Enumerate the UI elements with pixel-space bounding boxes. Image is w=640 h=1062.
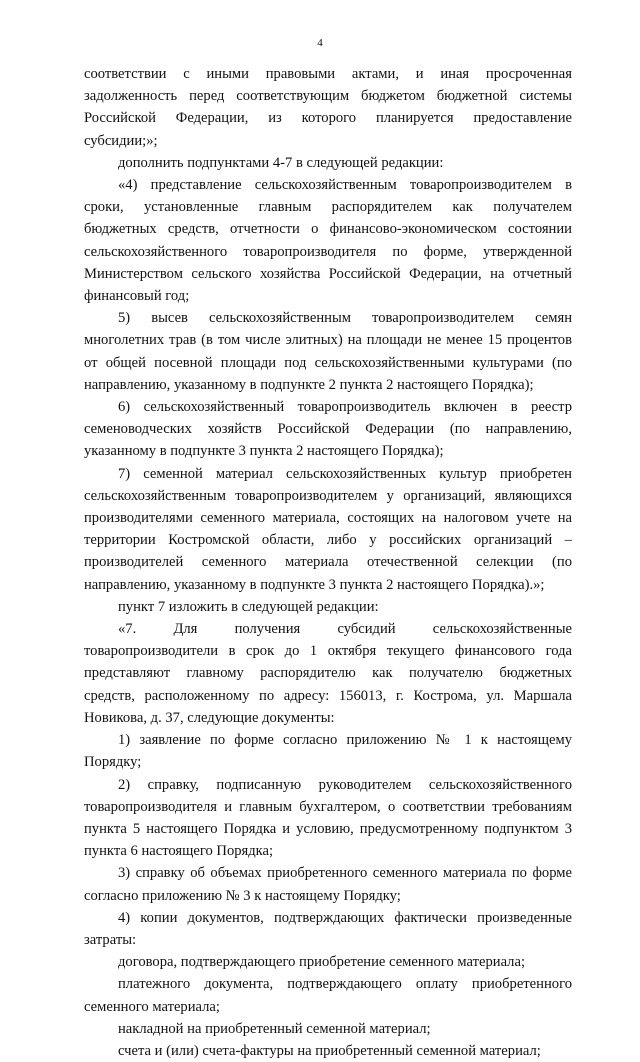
text-line: многолетних трав (в том числе элитных) на площади не менее 15 процентов bbox=[84, 332, 572, 349]
text-line: платежного документа, подтверждающего оплату приобретенного bbox=[118, 976, 572, 993]
text-line: субсидии;»; bbox=[84, 132, 158, 149]
text-line: Порядку; bbox=[84, 754, 142, 771]
text-line: направлению, указанному в подпункте 2 пункта 2 настоящего Порядка); bbox=[84, 376, 534, 393]
text-line: указанному в подпункте 3 пункта 2 настоящего Порядка); bbox=[84, 443, 444, 460]
text-line: 6) сельскохозяйственный товаропроизводитель включен в реестр bbox=[118, 399, 572, 416]
text-line: 2) справку, подписанную руководителем сельскохозяйственного bbox=[118, 776, 572, 793]
text-line: направлению, указанному в подпункте 3 пункта 2 настоящего Порядка).»; bbox=[84, 576, 545, 593]
text-line: производителями семенного материала, состоящих на налоговом учете на bbox=[84, 510, 572, 527]
text-line: 7) семенной материал сельскохозяйственных культур приобретен bbox=[118, 465, 572, 482]
text-line: затраты: bbox=[84, 931, 137, 948]
text-line: товаропроизводителя и главным бухгалтером, о соответствии требованиям bbox=[84, 798, 572, 815]
text-line: «4) представление сельскохозяйственным товаропроизводителем в bbox=[118, 177, 572, 194]
text-line: сроки, установленные главным распорядителем как получателем bbox=[84, 199, 572, 216]
text-line: семеноводческих хозяйств Российской Федерации (по направлению, bbox=[84, 421, 572, 438]
text-line: накладной на приобретенный семенной материал; bbox=[118, 1020, 431, 1037]
text-line: Российской Федерации, из которого планируется предоставление bbox=[84, 110, 572, 127]
text-line: Новикова, д. 37, следующие документы: bbox=[84, 709, 335, 726]
text-line: договора, подтверждающего приобретение семенного материала; bbox=[118, 954, 525, 971]
text-line: от общей посевной площади под сельскохозяйственными культурами (по bbox=[84, 354, 572, 371]
text-line: производителей семенного материала отечественной селекции (по bbox=[84, 554, 572, 571]
text-line: пункта 5 настоящего Порядка и условию, предусмотренному подпунктом 3 bbox=[84, 820, 572, 837]
text-line: сельскохозяйственным товаропроизводителем у организаций, являющихся bbox=[84, 487, 572, 504]
text-line: 3) справку об объемах приобретенного семенного материала по форме bbox=[118, 865, 572, 882]
text-line: пункта 6 настоящего Порядка; bbox=[84, 843, 274, 860]
text-line: территории Костромской области, либо у российских организаций – bbox=[84, 532, 572, 549]
text-line: дополнить подпунктами 4-7 в следующей редакции: bbox=[118, 154, 444, 171]
text-line: бюджетных средств, отчетности о финансово-экономическом состоянии bbox=[84, 221, 572, 238]
text-line: пункт 7 изложить в следующей редакции: bbox=[118, 598, 379, 615]
text-line: «7. Для получения субсидий сельскохозяйственные bbox=[118, 621, 572, 638]
text-line: задолженность перед соответствующим бюджетом бюджетной системы bbox=[84, 88, 572, 105]
text-line: представляют главному распорядителю как получателю бюджетных bbox=[84, 665, 572, 682]
text-line: соответствии с иными правовыми актами, и иная просроченная bbox=[84, 66, 572, 82]
text-line: счета и (или) счета-фактуры на приобретенный семенной материал; bbox=[118, 1042, 541, 1059]
page-number: 4 bbox=[317, 37, 323, 49]
document-body bbox=[84, 63, 572, 1062]
text-line: Министерством сельского хозяйства Российской Федерации, на отчетный bbox=[84, 265, 572, 282]
text-line: товаропроизводители в срок до 1 октября текущего финансового года bbox=[84, 643, 572, 660]
text-line: 4) копии документов, подтверждающих фактически произведенные bbox=[118, 909, 572, 926]
text-line: 1) заявление по форме согласно приложению № 1 к настоящему bbox=[118, 732, 572, 749]
text-line: семенного материала; bbox=[84, 998, 220, 1015]
text-line: средств, расположенному по адресу: 156013, г. Кострома, ул. Маршала bbox=[84, 687, 572, 704]
text-line: согласно приложению № 3 к настоящему Порядку; bbox=[84, 887, 401, 904]
text-line: 5) высев сельскохозяйственным товаропроизводителем семян bbox=[118, 310, 572, 327]
text-line: сельскохозяйственного товаропроизводителя по форме, утвержденной bbox=[84, 243, 572, 260]
text-line: финансовый год; bbox=[84, 288, 190, 305]
